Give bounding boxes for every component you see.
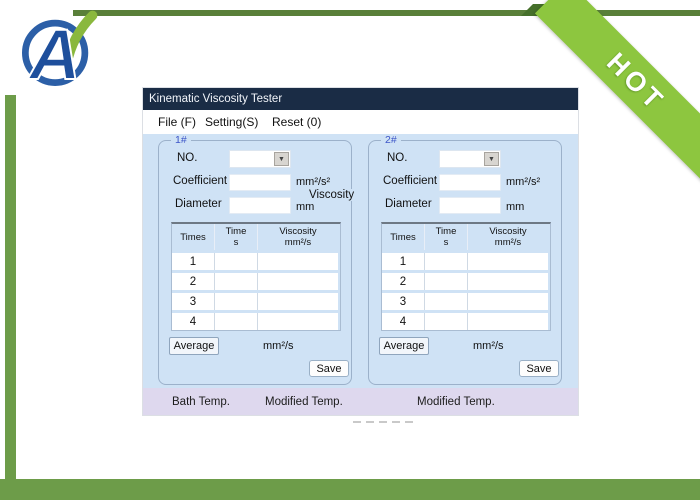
bottom-border-bar <box>0 479 700 500</box>
dropdown-arrow-icon: ▼ <box>278 155 285 163</box>
header-viscosity: Viscosity mm²/s <box>279 226 317 248</box>
save-button[interactable]: Save <box>519 360 559 377</box>
menu-setting[interactable]: Setting(S) <box>205 115 259 129</box>
no-combobox[interactable] <box>439 150 501 168</box>
combobox-dropdown-button[interactable] <box>274 152 289 166</box>
table-row <box>382 253 550 270</box>
cell-times: 1 <box>382 253 425 270</box>
table-row <box>382 313 550 330</box>
cell-time <box>425 253 468 270</box>
cell-time <box>215 273 258 290</box>
header-time-s: Time s <box>425 224 468 250</box>
header-times: Times <box>382 224 425 250</box>
table-row <box>172 273 340 290</box>
table-header-row <box>172 224 340 250</box>
no-label: NO. <box>177 152 198 164</box>
diameter-label: Diameter <box>385 198 432 210</box>
modified-temp-label-2: Modified Temp. <box>417 395 495 408</box>
panel-1-group-label: 1# <box>171 134 191 147</box>
cell-viscosity <box>258 253 338 270</box>
combobox-dropdown-button[interactable] <box>484 152 499 166</box>
menu-reset[interactable]: Reset (0) <box>272 115 322 129</box>
cell-times: 3 <box>382 293 425 310</box>
cell-times: 3 <box>172 293 215 310</box>
panel-2-group-label: 2# <box>381 134 401 147</box>
top-border-line <box>73 10 700 16</box>
coefficient-input[interactable] <box>439 174 501 191</box>
measurement-table <box>381 222 551 331</box>
dropdown-arrow-icon: ▼ <box>488 155 495 163</box>
footer-strip <box>143 388 578 415</box>
cell-viscosity <box>258 313 338 330</box>
table-row <box>382 273 550 290</box>
header-times: Times <box>172 224 215 250</box>
coefficient-unit: mm²/s² <box>506 176 541 188</box>
cell-time <box>425 293 468 310</box>
diameter-input[interactable] <box>439 197 501 214</box>
diameter-unit: mm <box>296 201 315 213</box>
table-row <box>382 293 550 310</box>
average-button[interactable]: Average <box>379 337 429 355</box>
menu-file[interactable]: File (F) <box>158 115 196 129</box>
page-dashes <box>353 421 413 423</box>
save-button[interactable]: Save <box>309 360 349 377</box>
left-border-line <box>5 95 16 479</box>
cell-time <box>425 313 468 330</box>
cell-times: 1 <box>172 253 215 270</box>
coefficient-unit: mm²/s² <box>296 176 331 188</box>
cell-viscosity <box>468 253 548 270</box>
client-area <box>143 134 578 388</box>
cell-times: 2 <box>172 273 215 290</box>
window-title-bar <box>143 88 578 110</box>
measurement-table <box>171 222 341 331</box>
diameter-unit: mm <box>506 201 525 213</box>
header-viscosity: Viscosity mm²/s <box>489 226 527 248</box>
logo-graphic <box>10 2 106 98</box>
coefficient-label: Coefficient <box>383 175 438 187</box>
cell-viscosity <box>468 313 548 330</box>
diameter-label: Diameter <box>175 198 222 210</box>
table-row <box>172 253 340 270</box>
cell-times: 4 <box>172 313 215 330</box>
cell-viscosity <box>258 293 338 310</box>
panel-1 <box>158 134 355 385</box>
table-row <box>172 313 340 330</box>
panel-2 <box>368 134 562 385</box>
diameter-input[interactable] <box>229 197 291 214</box>
average-unit: mm²/s <box>263 340 294 352</box>
header-time-s: Time s <box>215 224 258 250</box>
modified-temp-label-1: Modified Temp. <box>265 395 343 408</box>
table-row <box>172 293 340 310</box>
coefficient-input[interactable] <box>229 174 291 191</box>
cell-times: 2 <box>382 273 425 290</box>
average-button[interactable]: Average <box>169 337 219 355</box>
no-combobox[interactable] <box>229 150 291 168</box>
cell-time <box>425 273 468 290</box>
cell-times: 4 <box>382 313 425 330</box>
app-window <box>143 88 578 415</box>
cell-viscosity <box>258 273 338 290</box>
menu-bar <box>143 110 578 134</box>
no-label: NO. <box>387 152 408 164</box>
cell-time <box>215 313 258 330</box>
average-unit: mm²/s <box>473 340 504 352</box>
coefficient-label: Coefficient <box>173 175 228 187</box>
hot-ribbon-label: HOT <box>601 46 672 117</box>
cell-viscosity <box>468 273 548 290</box>
bath-temp-label: Bath Temp. <box>172 395 230 408</box>
cell-time <box>215 253 258 270</box>
cell-viscosity <box>468 293 548 310</box>
brand-logo <box>10 2 106 98</box>
svg-text:A: A <box>29 15 81 95</box>
viscosity-label: Viscosity <box>309 189 355 201</box>
table-header-row <box>382 224 550 250</box>
cell-time <box>215 293 258 310</box>
window-title: Kinematic Viscosity Tester <box>149 93 283 105</box>
